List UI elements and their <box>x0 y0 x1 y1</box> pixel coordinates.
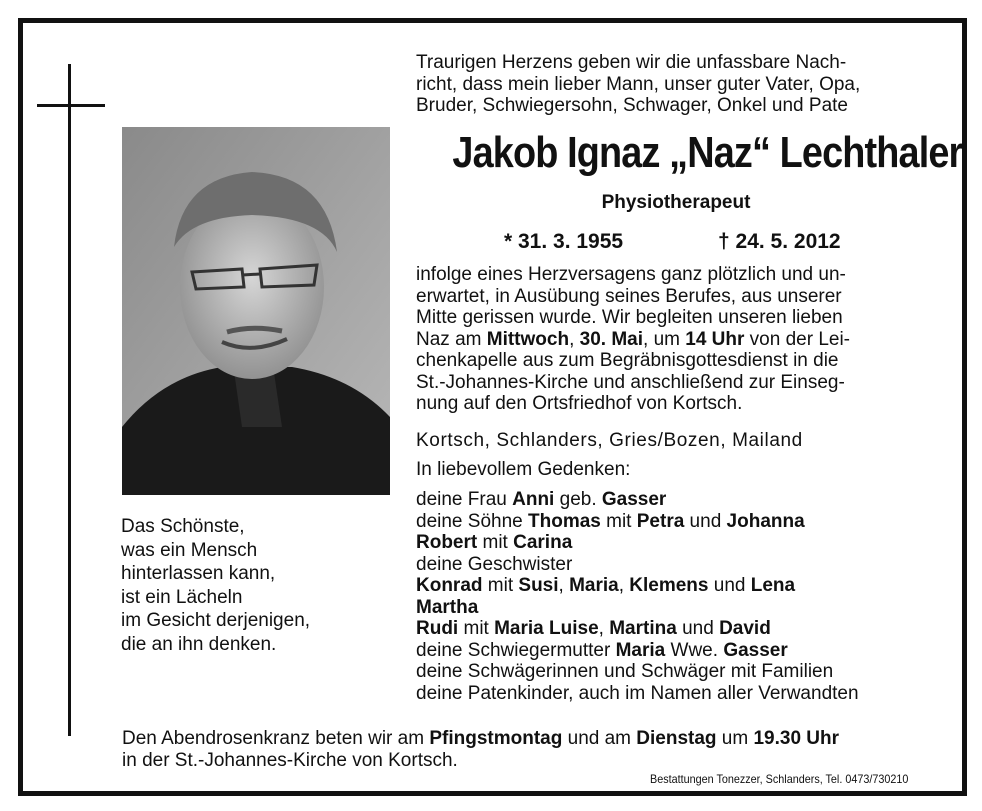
quote-line: was ein Mensch <box>121 539 258 561</box>
family-line: deine Schwiegermutter Maria Wwe. Gasser <box>416 639 788 661</box>
family-line: deine Patenkinder, auch im Namen aller Verwandten <box>416 682 859 704</box>
profession: Physiotherapeut <box>601 192 751 213</box>
quote-line: die an ihn denken. <box>121 633 277 655</box>
death-date: † 24. 5. 2012 <box>718 230 841 253</box>
undertaker-info: Bestattungen Tonezzer, Schlanders, Tel. 0473/730210 <box>650 772 909 786</box>
family-line: Konrad mit Susi, Maria, Klemens und Lena <box>416 575 796 596</box>
quote-line: im Gesicht derjenigen, <box>121 610 311 631</box>
main-line: Mitte gerissen wurde. Wir begleiten unseren lieben <box>416 307 843 328</box>
quote-line: Das Schönste, <box>121 516 245 537</box>
footer-line: in der St.-Johannes-Kirche von Kortsch. <box>122 749 458 771</box>
footer-line: Den Abendrosenkranz beten wir am Pfingstmontag und am Dienstag um 19.30 Uhr <box>122 728 840 749</box>
family-line: deine Frau Anni geb. Gasser <box>416 489 667 510</box>
gedenken-heading: In liebevollem Gedenken: <box>416 459 631 480</box>
main-line: St.-Johannes-Kirche und anschließend zur Einseg- <box>416 371 845 393</box>
intro-line: Bruder, Schwiegersohn, Schwager, Onkel und Pate <box>416 95 848 116</box>
quote <box>121 515 381 656</box>
family-line: deine Geschwister <box>416 553 573 575</box>
family-list <box>416 489 859 704</box>
intro-text <box>416 52 860 117</box>
quote-line: ist ein Lächeln <box>121 586 243 608</box>
main-line: chenkapelle aus zum Begräbnisgottesdienst in die <box>416 350 839 371</box>
family-line: Robert mit Carina <box>416 532 573 553</box>
family-line: Martha <box>416 596 479 618</box>
family-line: deine Söhne Thomas mit Petra und Johanna <box>416 510 805 532</box>
cross-icon <box>68 64 71 736</box>
main-text <box>416 264 850 415</box>
cross-icon-bar <box>37 104 105 107</box>
places: Kortsch, Schlanders, Gries/Bozen, Mailand <box>416 430 803 451</box>
family-line: deine Schwägerinnen und Schwäger mit Familien <box>416 661 834 682</box>
main-line: infolge eines Herzversagens ganz plötzlich und un- <box>416 264 846 285</box>
family-line: Rudi mit Maria Luise, Martina und David <box>416 618 771 639</box>
deceased-name: Jakob Ignaz „Naz“ Lechthaler <box>452 128 963 177</box>
intro-line: richt, dass mein lieber Mann, unser guter Vater, Opa, <box>416 73 861 95</box>
portrait-photo <box>122 127 390 495</box>
rosary-notice <box>122 728 839 771</box>
main-line: nung auf den Ortsfriedhof von Kortsch. <box>416 393 743 414</box>
main-line: Naz am Mittwoch, 30. Mai, um 14 Uhr von der Lei- <box>416 328 851 350</box>
quote-line: hinterlassen kann, <box>121 563 276 584</box>
main-line: erwartet, in Ausübung seines Berufes, aus unserer <box>416 285 842 307</box>
intro-line: Traurigen Herzens geben wir die unfassbare Nach- <box>416 52 847 73</box>
birth-date: * 31. 3. 1955 <box>504 230 624 253</box>
